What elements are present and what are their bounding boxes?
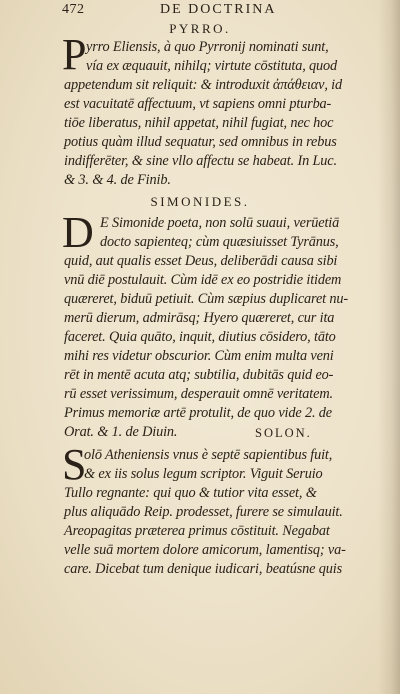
- text-line: rū esset verissimum, desperauit omnē veritatem.: [64, 386, 333, 402]
- text-line: Primus memoriæ artē protulit, de quo vide 2. de: [64, 405, 333, 421]
- text-line: Areopagitas præterea primus cōstituit. Negabat: [64, 523, 330, 539]
- text-line: est vacuitatē affectuum, vt sapiens omni pturba-: [64, 96, 332, 112]
- text-line: indifferēter, & sine vllo affectu se habeat. In Luc.: [64, 153, 337, 169]
- running-head: DE DOCTRINA: [160, 2, 277, 17]
- text-line: & 3. & 4. de Finib.: [64, 172, 171, 188]
- show-through-bleed: [255, 598, 365, 658]
- text-line: vía ex æquauit, nihilq; virtute cōstituta, quod: [86, 58, 338, 74]
- page-number: 472: [62, 2, 85, 17]
- text-line: docto sapienteq; cùm quæsiuisset Tyrānus,: [100, 234, 339, 250]
- drop-cap-p: P: [62, 30, 87, 79]
- text-line: Tullo regnante: qui quo & tutior vita esset, &: [64, 485, 317, 501]
- text-line: olō Atheniensis vnus è septē sapientibus fuit,: [84, 447, 333, 463]
- text-line: appetendum sit reliquit: & introduxit ἀπάθειαν, id: [64, 77, 342, 93]
- text-line: velle suā mortem dolore amicorum, lamentisq; va-: [64, 542, 346, 558]
- section-heading-solon: SOLON.: [255, 426, 312, 440]
- text-line: yrro Eliensis, à quo Pyrronij nominati sunt,: [86, 39, 329, 55]
- text-line: rēt in mentē acuta atq; subtilia, dubitās quid eo-: [64, 367, 334, 383]
- binding-shadow: [378, 0, 400, 694]
- text-line: care. Dicebat tum denique iudicari, beatúsne quis: [64, 561, 343, 577]
- section-heading-pyrro: PYRRO.: [169, 21, 231, 36]
- drop-cap-d: D: [62, 208, 94, 257]
- text-line: merū dierum, admirāsq; Hyero quæreret, cur ita: [64, 310, 335, 326]
- text-line: mihi res videtur obscurior. Cùm enim multa veni: [64, 348, 334, 364]
- text-line: tiōe liberatus, nihil appetat, nihil fugiat, nec hoc: [64, 115, 334, 131]
- drop-cap-s: S: [62, 440, 87, 489]
- text-line: faceret. Quia quāto, inquit, diutius cōsidero, tāto: [64, 329, 336, 345]
- text-line: quid, aut qualis esset Deus, deliberādi causa sibi: [64, 253, 338, 269]
- text-line: E Simonide poeta, non solū suaui, verūetiā: [100, 215, 340, 231]
- section-heading-simonides: SIMONIDES.: [150, 194, 250, 209]
- text-line: & ex iis solus legum scriptor. Viguit Seruio: [84, 466, 323, 482]
- text-line: potius quàm illud sequatur, sed omnibus in rebus: [64, 134, 337, 150]
- text-line: quæreret, biduū petiuit. Cùm sæpius duplicaret nu-: [64, 291, 348, 307]
- text-line: plus aliquādo Reip. prodesset, furere se simulauit.: [64, 504, 343, 520]
- page-header: [62, 2, 392, 22]
- text-line: vnū diē postulauit. Cùm idē ex eo postridie itidem: [64, 272, 342, 288]
- text-line: Orat. & 1. de Diuin.: [64, 424, 178, 440]
